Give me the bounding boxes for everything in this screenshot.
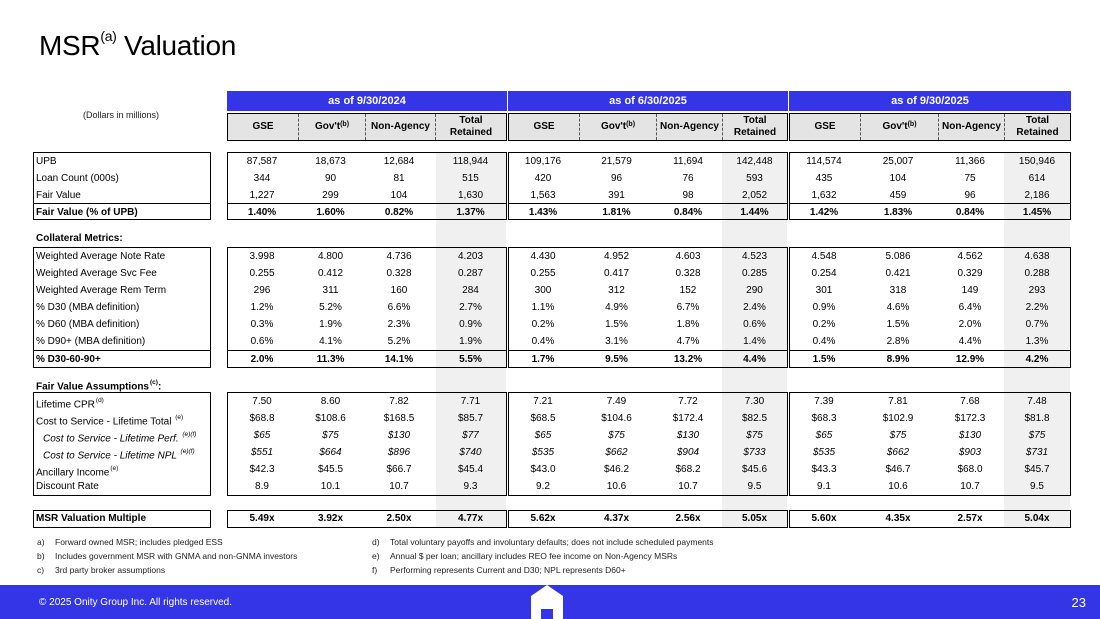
table-cell: 6.6% [387, 302, 411, 313]
table-cell: $46.7 [885, 464, 911, 475]
table-cell: $130 [958, 430, 982, 441]
table-row [0, 444, 1100, 461]
table-cell: 114,574 [806, 156, 842, 167]
table-cell: $733 [743, 447, 766, 458]
table-cell: 5.05x [741, 513, 768, 524]
row-label: % D90+ (MBA definition) [36, 336, 146, 347]
table-cell: 515 [462, 173, 479, 184]
table-cell: 25,007 [882, 156, 914, 167]
col-govt: Gov't $^{(b)}$ [860, 114, 938, 140]
table-cell: 299 [322, 190, 339, 201]
table-cell: 4.1% [319, 336, 342, 347]
table-cell: 4.800 [317, 251, 344, 262]
period-header-3: as of 9/30/2025 [789, 91, 1071, 111]
table-cell: 0.2% [812, 319, 836, 330]
table-cell: $68.5 [530, 413, 556, 424]
table-cell: 1.9% [459, 336, 482, 347]
table-cell: 1.43% [528, 207, 558, 218]
table-cell: 0.84% [673, 207, 703, 218]
table-cell: 5.2% [319, 302, 342, 313]
table-cell: 104 [889, 173, 907, 184]
table-cell: 10.6 [606, 481, 627, 492]
table-cell: 0.254 [811, 268, 837, 279]
table-cell: 150,946 [1018, 156, 1056, 167]
table-cell: 2.7% [459, 302, 482, 313]
table-cell: 7.39 [814, 396, 834, 407]
table-cell: 4.603 [675, 251, 701, 262]
section-fair-value-assumptions: Fair Value Assumptions$^{(c)}$: [36, 379, 162, 393]
table-cell: $740 [459, 447, 482, 458]
units-note: (Dollars in millions) [83, 110, 160, 120]
table-cell: 4.952 [603, 251, 630, 262]
table-cell: 0.287 [457, 268, 484, 279]
table-cell: 7.21 [533, 396, 553, 407]
table-cell: 9.2 [536, 481, 550, 492]
table-cell: 311 [322, 285, 339, 296]
table-cell: $42.3 [249, 464, 275, 475]
table-cell: $85.7 [457, 413, 484, 424]
table-cell: 0.421 [885, 268, 911, 279]
table-cell: $43.3 [811, 464, 837, 475]
table-cell: 8.60 [320, 396, 341, 407]
table-cell: 1.7% [531, 354, 555, 365]
table-cell: $102.9 [882, 413, 914, 424]
table-cell: $172.3 [954, 413, 986, 424]
table-cell: $168.5 [383, 413, 415, 424]
table-cell: 4.430 [530, 251, 556, 262]
row-label: Weighted Average Svc Fee [36, 268, 157, 279]
table-cell: 12,684 [383, 156, 415, 167]
table-cell: 344 [253, 173, 271, 184]
row-label: Ancillary Income$^{(e)}$ [36, 465, 119, 479]
table-cell: 7.50 [252, 396, 272, 407]
table-cell: $65 [253, 430, 271, 441]
table-cell: $45.4 [457, 464, 484, 475]
table-cell: 5.5% [459, 354, 482, 365]
table-cell: 0.285 [741, 268, 768, 279]
table-cell: 6.7% [676, 302, 700, 313]
row-label: Cost to Service - Lifetime NPL $^{(e)(f)}$ [43, 448, 195, 462]
table-cell: 0.412 [317, 268, 344, 279]
col-nonagency: Non-Agency [365, 114, 435, 140]
table-cell: 0.6% [743, 319, 766, 330]
table-cell: 152 [679, 285, 697, 296]
table-cell: $82.5 [741, 413, 768, 424]
table-cell: 4.638 [1024, 251, 1050, 262]
table-cell: $662 [886, 447, 910, 458]
table-cell: 318 [889, 285, 907, 296]
table-cell: 10.7 [389, 481, 409, 492]
table-cell: 1.3% [1025, 336, 1049, 347]
table-cell: $75 [608, 430, 625, 441]
table-cell: $75 [746, 430, 763, 441]
footnote-d: d) Total voluntary payoffs and involuntary defaults; does not include scheduled payments [372, 537, 714, 547]
table-cell: 10.7 [678, 481, 698, 492]
table-cell: 1.37% [456, 207, 485, 218]
table-cell: 1,632 [811, 190, 837, 201]
onity-logo-icon [528, 582, 566, 619]
table-cell: $65 [815, 430, 833, 441]
table-cell: 2.8% [886, 336, 910, 347]
table-cell: 7.30 [744, 396, 765, 407]
col-govt: Gov't $^{(b)}$ [298, 114, 365, 140]
col-gse: GSE [814, 121, 836, 132]
table-cell: $75 [889, 430, 907, 441]
footnote-c: c) 3rd party broker assumptions [37, 565, 166, 575]
table-cell: 284 [462, 285, 479, 296]
table-cell: 142,448 [736, 156, 773, 167]
footnote-f: f) Performing represents Current and D30; NPL represents D60+ [372, 565, 626, 575]
table-cell: $904 [676, 447, 700, 458]
table-row [0, 153, 1100, 170]
table-cell: 7.81 [888, 396, 908, 407]
footnote-b: b) Includes government MSR with GNMA and non-GNMA investors [37, 551, 298, 561]
table-cell: 1.1% [531, 302, 555, 313]
table-cell: 11.3% [316, 354, 345, 365]
table-cell: 1,630 [457, 190, 484, 201]
table-cell: 4.736 [386, 251, 412, 262]
table-cell: 9.5% [605, 354, 628, 365]
table-cell: 0.328 [386, 268, 412, 279]
table-cell: $68.8 [249, 413, 275, 424]
table-row [0, 265, 1100, 282]
period-header-1: as of 9/30/2024 [227, 91, 507, 111]
table-row [0, 282, 1100, 299]
table-cell: $45.7 [1024, 464, 1050, 475]
col-govt: Gov't $^{(b)}$ [579, 114, 656, 140]
table-cell: 391 [608, 190, 625, 201]
table-cell: $896 [387, 447, 411, 458]
table-row [0, 410, 1100, 427]
table-cell: 7.82 [389, 396, 409, 407]
table-cell: 1.5% [605, 319, 628, 330]
table-row [0, 204, 1100, 221]
period-header-2: as of 6/30/2025 [508, 91, 788, 111]
table-cell: 0.255 [249, 268, 275, 279]
table-cell: 8.9% [886, 354, 910, 365]
footnote-a: a) Forward owned MSR; includes pledged ESS [37, 537, 223, 547]
table-cell: 13.2% [673, 354, 703, 365]
table-cell: $664 [319, 447, 342, 458]
table-cell: $68.2 [675, 464, 701, 475]
table-cell: 1.45% [1022, 207, 1052, 218]
table-cell: $75 [1028, 430, 1046, 441]
table-cell: 301 [815, 285, 833, 296]
table-cell: $68.3 [811, 413, 837, 424]
table-cell: 11,694 [673, 156, 703, 167]
table-cell: $903 [958, 447, 982, 458]
table-cell: 11,366 [955, 156, 985, 167]
table-cell: 2.50x [386, 513, 412, 524]
table-row [0, 333, 1100, 350]
col-gse: GSE [533, 121, 555, 132]
table-cell: 0.9% [459, 319, 482, 330]
table-cell: 7.71 [460, 396, 481, 407]
table-cell: 5.60x [811, 513, 837, 524]
table-cell: 10.6 [888, 481, 908, 492]
table-cell: $65 [534, 430, 552, 441]
table-cell: 0.2% [531, 319, 555, 330]
table-cell: 4.9% [605, 302, 628, 313]
table-cell: 0.3% [250, 319, 274, 330]
table-cell: 7.72 [678, 396, 698, 407]
table-cell: 2.57x [957, 513, 983, 524]
table-cell: 4.4% [958, 336, 982, 347]
table-cell: 76 [682, 173, 694, 184]
row-label: % D30-60-90+ [36, 354, 101, 365]
table-row [0, 427, 1100, 444]
table-cell: 4.6% [886, 302, 910, 313]
table-cell: 293 [1028, 285, 1046, 296]
table-cell: $66.7 [386, 464, 412, 475]
row-label: Fair Value [36, 190, 81, 201]
row-label: Cost to Service - Lifetime Total $^{(e)}$ [36, 414, 184, 428]
table-cell: 5.2% [387, 336, 411, 347]
table-row [0, 478, 1100, 495]
table-cell: 1,227 [249, 190, 275, 201]
table-cell: 1.60% [316, 207, 345, 218]
table-cell: 4.548 [811, 251, 837, 262]
table-row [0, 248, 1100, 265]
table-cell: 7.68 [960, 396, 980, 407]
table-cell: 5.086 [885, 251, 911, 262]
table-cell: 104 [390, 190, 408, 201]
table-cell: $46.2 [603, 464, 630, 475]
table-cell: 4.4% [743, 354, 766, 365]
row-label: Loan Count (000s) [36, 173, 119, 184]
table-cell: $551 [250, 447, 274, 458]
table-cell: $535 [531, 447, 555, 458]
table-cell: 2.2% [1025, 302, 1049, 313]
row-label: % D30 (MBA definition) [36, 302, 140, 313]
table-cell: 0.255 [530, 268, 556, 279]
table-row [0, 461, 1100, 478]
table-cell: 0.4% [531, 336, 555, 347]
table-cell: $81.8 [1024, 413, 1050, 424]
table-cell: $43.0 [530, 464, 556, 475]
col-total: Total Retained [1004, 114, 1070, 140]
table-cell: 1.40% [247, 207, 277, 218]
table-cell: 98 [682, 190, 694, 201]
table-cell: 4.203 [457, 251, 484, 262]
table-cell: 290 [746, 285, 763, 296]
table-cell: 2.0% [250, 354, 274, 365]
row-label: Lifetime CPR$^{(d)}$ [36, 397, 104, 411]
copyright: © 2025 Onity Group Inc. All rights reserved. [39, 597, 233, 608]
table-cell: 14.1% [384, 354, 414, 365]
table-cell: 0.9% [812, 302, 836, 313]
table-cell: 9.5 [1030, 481, 1044, 492]
row-label: Weighted Average Note Rate [36, 251, 166, 262]
table-cell: 5.49x [249, 513, 275, 524]
table-cell: 4.37x [603, 513, 630, 524]
table-cell: 109,176 [524, 156, 562, 167]
table-row [0, 299, 1100, 316]
table-cell: 0.417 [603, 268, 630, 279]
table-cell: 9.3 [463, 481, 478, 492]
row-label: MSR Valuation Multiple [36, 513, 147, 524]
table-cell: 1.5% [812, 354, 836, 365]
table-cell: 5.62x [530, 513, 556, 524]
table-cell: 6.4% [958, 302, 982, 313]
col-total: Total Retained [435, 114, 506, 140]
table-cell: 0.328 [675, 268, 701, 279]
table-cell: 0.329 [957, 268, 983, 279]
row-label: Discount Rate [36, 481, 99, 492]
table-cell: 2.0% [958, 319, 982, 330]
table-cell: 1.44% [740, 207, 769, 218]
table-cell: 1.9% [319, 319, 342, 330]
table-cell: $731 [1025, 447, 1049, 458]
table-cell: 1.4% [743, 336, 766, 347]
table-cell: 4.2% [1025, 354, 1049, 365]
subheader-group-1 [227, 113, 507, 141]
table-cell: $104.6 [601, 413, 632, 424]
table-cell: 3.998 [249, 251, 275, 262]
row-label: % D60 (MBA definition) [36, 319, 140, 330]
table-cell: 312 [608, 285, 625, 296]
table-cell: $75 [322, 430, 339, 441]
table-cell: 420 [534, 173, 552, 184]
table-cell: $45.6 [741, 464, 768, 475]
subheader-group-2 [508, 113, 788, 141]
table-cell: 4.523 [741, 251, 768, 262]
table-cell: 435 [815, 173, 833, 184]
table-cell: 18,673 [315, 156, 346, 167]
table-cell: 5.04x [1024, 513, 1050, 524]
table-cell: 4.7% [676, 336, 700, 347]
table-cell: 2.56x [675, 513, 701, 524]
section-collateral: Collateral Metrics: [36, 233, 123, 244]
table-cell: 0.84% [955, 207, 985, 218]
table-row [0, 187, 1100, 204]
table-cell: $45.5 [317, 464, 344, 475]
table-cell: 1.8% [676, 319, 700, 330]
table-cell: 300 [534, 285, 552, 296]
table-cell: 2,052 [741, 190, 768, 201]
table-row [0, 510, 1100, 527]
row-label: Fair Value (% of UPB) [36, 207, 138, 218]
table-cell: 4.77x [457, 513, 484, 524]
table-cell: 2.3% [387, 319, 411, 330]
table-cell: 149 [961, 285, 979, 296]
table-cell: $130 [387, 430, 411, 441]
table-cell: $662 [605, 447, 628, 458]
page-number: 23 [1071, 595, 1086, 610]
table-cell: 96 [610, 173, 623, 184]
table-cell: 96 [964, 190, 976, 201]
col-total: Total Retained [722, 114, 787, 140]
table-cell: 459 [889, 190, 907, 201]
table-cell: 9.1 [817, 481, 831, 492]
table-cell: 8.9 [255, 481, 269, 492]
table-cell: $77 [462, 430, 479, 441]
table-cell: 0.7% [1025, 319, 1049, 330]
table-cell: 160 [390, 285, 408, 296]
col-nonagency: Non-Agency [656, 114, 722, 140]
row-label: Weighted Average Rem Term [36, 285, 167, 296]
table-cell: 75 [964, 173, 976, 184]
footnote-e: e) Annual $ per loan; ancillary includes REO fee income on Non-Agency MSRs [372, 551, 678, 561]
table-cell: 9.5 [747, 481, 762, 492]
table-cell: 4.562 [957, 251, 983, 262]
table-cell: 7.49 [606, 396, 627, 407]
table-cell: 1.2% [250, 302, 274, 313]
table-cell: 3.92x [317, 513, 344, 524]
table-cell: 614 [1028, 173, 1046, 184]
table-cell: 0.288 [1024, 268, 1050, 279]
table-cell: 296 [253, 285, 271, 296]
table-cell: 87,587 [246, 156, 278, 167]
col-gse: GSE [252, 121, 274, 132]
page-title: MSR$^{(a)}$ Valuation [39, 27, 237, 61]
table-cell: 1.5% [886, 319, 910, 330]
row-label: UPB [36, 156, 57, 167]
table-cell: 3.1% [605, 336, 628, 347]
table-cell: $108.6 [315, 413, 346, 424]
table-cell: 10.1 [320, 481, 341, 492]
table-cell: $172.4 [672, 413, 704, 424]
table-cell: 0.82% [384, 207, 414, 218]
table-cell: 12.9% [955, 354, 985, 365]
table-row [0, 170, 1100, 187]
table-cell: 118,944 [452, 156, 489, 167]
table-cell: 10.7 [960, 481, 980, 492]
table-cell: $68.0 [957, 464, 983, 475]
row-label: Cost to Service - Lifetime Perf. $^{(e)(f)}$ [43, 431, 197, 445]
table-row [0, 393, 1100, 410]
table-row [0, 351, 1100, 368]
table-cell: 2,186 [1024, 190, 1050, 201]
table-cell: 0.4% [812, 336, 836, 347]
table-row [0, 316, 1100, 333]
table-cell: 4.35x [885, 513, 911, 524]
table-cell: 7.48 [1027, 396, 1047, 407]
table-cell: $535 [812, 447, 836, 458]
table-cell: 1.42% [809, 207, 839, 218]
table-cell: 0.6% [250, 336, 274, 347]
table-cell: 81 [393, 173, 405, 184]
table-cell: 1.83% [883, 207, 913, 218]
table-cell: 1,563 [530, 190, 556, 201]
table-cell: 2.4% [743, 302, 766, 313]
col-nonagency: Non-Agency [938, 114, 1004, 140]
table-cell: 1.81% [602, 207, 631, 218]
subheader-group-3 [789, 113, 1071, 141]
table-cell: $130 [676, 430, 700, 441]
table-cell: 21,579 [601, 156, 632, 167]
table-cell: 90 [324, 173, 337, 184]
table-cell: 593 [746, 173, 763, 184]
